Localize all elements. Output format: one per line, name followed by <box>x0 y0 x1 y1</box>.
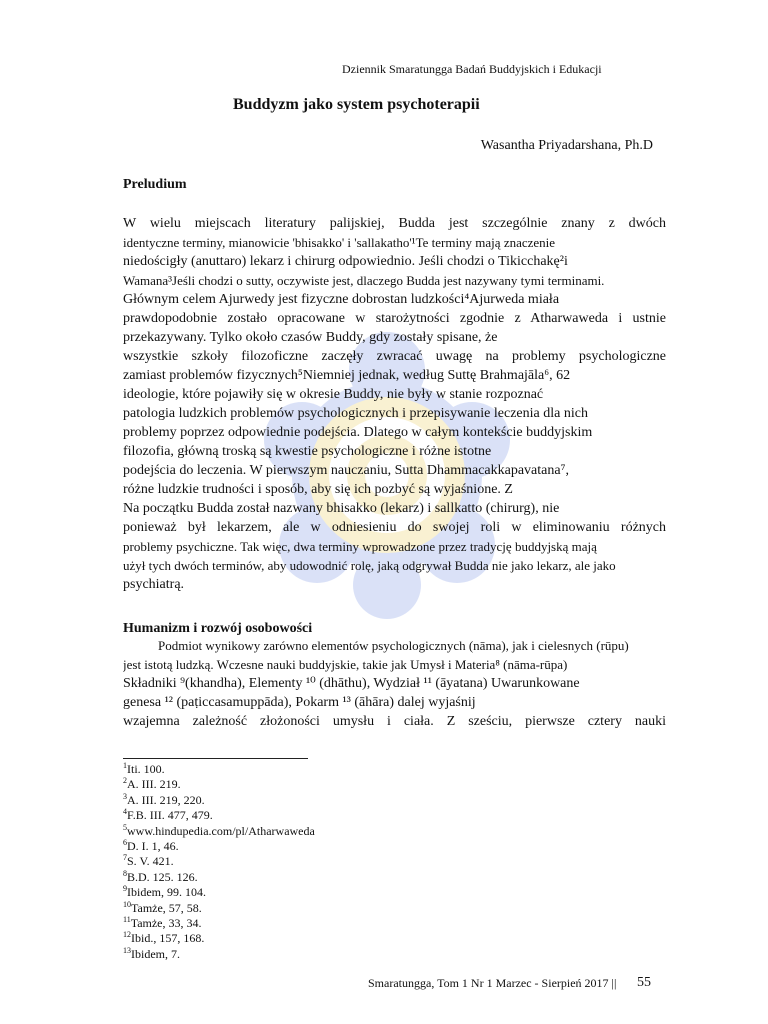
body-line: patologia ludzkich problemów psychologicznych i przepisywanie leczenia dla nich <box>123 406 588 421</box>
footnote: $^3$A. III. 219, 220. <box>123 791 205 807</box>
footnote: $^{12}$Ibid., 157, 168. <box>123 930 205 946</box>
body-line: niedościgły (anuttaro) lekarz i chirurg odpowiednio. Jeśli chodzi o Tikicchakę²i <box>123 254 568 269</box>
body-line: Podmiot wynikowy zarówno elementów psychologicznych (nāma), jak i cielesnych (rūpu) <box>158 638 629 653</box>
body-line: wzajemna zależność złożoności umysłu i ciała. Z sześciu, pierwsze cztery nauki <box>123 714 666 729</box>
footnote-divider <box>123 758 308 759</box>
body-line: Głównym celem Ajurwedy jest fizyczne dobrostan ludzkości⁴Ajurweda miała <box>123 292 560 307</box>
footnote: $^1$Iti. 100. <box>123 761 165 776</box>
section-heading-humanizm: Humanizm i rozwój osobowości <box>123 621 313 636</box>
body-line: różne ludzkie trudności i sposób, aby się ich pozbyć są wyjaśnione. Z <box>123 482 513 497</box>
body-line: wszystkie szkoły filozoficzne zaczęły zwracać uwagę na problemy psychologiczne <box>123 349 666 364</box>
body-line: Składniki ⁹(khandha), Elementy ¹⁰ (dhāthu), Wydział ¹¹ (āyatana) Uwarunkowane <box>123 676 580 691</box>
author-line: Wasantha Priyadarshana, Ph.D <box>480 138 653 153</box>
footnote: $^6$D. I. 1, 46. <box>123 837 179 853</box>
footnote: $^2$A. III. 219. <box>123 776 181 792</box>
body-line: problemy poprzez odpowiednie podejścia. Dlatego w całym kontekście buddyjskim <box>123 425 593 440</box>
body-line: jest istotą ludzką. Wczesne nauki buddyjskie, takie jak Umysł i Materia⁸ (nāma-rūpa) <box>123 657 568 672</box>
body-line: użył tych dwóch terminów, aby udowodnić rolę, jaką odgrywał Budda nie jako lekarz, ale jako <box>123 558 616 573</box>
footnote: $^7$S. V. 421. <box>123 853 174 869</box>
humanizm-body <box>123 636 666 731</box>
page-number: 55 <box>637 975 651 990</box>
footnotes <box>123 762 315 962</box>
footnote: $^{13}$Ibidem, 7. <box>123 945 180 961</box>
body-line: przekazywany. Tylko około czasów Buddy, gdy zostały spisane, że <box>123 330 498 345</box>
body-line: psychiatrą. <box>123 577 185 592</box>
section-heading-preludium: Preludium <box>123 177 187 192</box>
footnote: $^4$F.B. III. 477, 479. <box>123 807 213 823</box>
footnote: $^9$Ibidem, 99. 104. <box>123 884 206 900</box>
footnote: $^5$www.hindupedia.com/pl/Atharwaweda <box>123 822 315 838</box>
body-line: ideologie, które pojawiły się w okresie Buddy, nie były w stanie rozpoznać <box>123 387 544 402</box>
body-line: W wielu miejscach literatury palijskiej, Budda jest szczególnie znany z dwóch <box>123 216 666 231</box>
footnote: $^{11}$Tamże, 33, 34. <box>123 914 202 930</box>
running-header: Dziennik Smaratungga Badań Buddyjskich i Edukacji <box>342 62 602 76</box>
article-title: Buddyzm jako system psychoterapii <box>233 96 480 113</box>
footnote: $^{10}$Tamże, 57, 58. <box>123 899 202 915</box>
page-footer: Smaratungga, Tom 1 Nr 1 Marzec - Sierpień 2017 || <box>368 976 617 990</box>
footnote: $^8$B.D. 125. 126. <box>123 868 198 884</box>
body-line: Na początku Budda został nazwany bhisakko (lekarz) i sallkatto (chirurg), nie <box>123 501 560 516</box>
body-line: Wamana³Jeśli chodzi o sutty, oczywiste jest, dlaczego Budda jest nazywany tymi terminami. <box>123 273 605 288</box>
body-line: ponieważ był lekarzem, ale w odniesieniu do swojej roli w eliminowaniu różnych <box>123 520 666 535</box>
body-line: filozofia, główną troską są kwestie psychologiczne i różne istotne <box>123 444 492 459</box>
body-line: prawdopodobnie zostało opracowane w starożytności zgodnie z Atharwaweda i ustnie <box>123 311 666 326</box>
body-line: identyczne terminy, mianowicie 'bhisakko' i 'sallakatho'¹Te terminy mają znaczenie <box>123 235 556 250</box>
body-line: problemy psychiczne. Tak więc, dwa terminy wprowadzone przez tradycję buddyjską mają <box>123 539 597 554</box>
body-line: zamiast problemów fizycznych⁵Niemniej jednak, według Suttę Brahmajāla⁶, 62 <box>123 368 571 383</box>
preludium-body <box>123 214 666 594</box>
body-line: genesa ¹² (paṭiccasamuppāda), Pokarm ¹³ (āhāra) dalej wyjaśnij <box>123 695 476 710</box>
body-line: podejścia do leczenia. W pierwszym nauczaniu, Sutta Dhammacakkapavatana⁷, <box>123 463 569 478</box>
